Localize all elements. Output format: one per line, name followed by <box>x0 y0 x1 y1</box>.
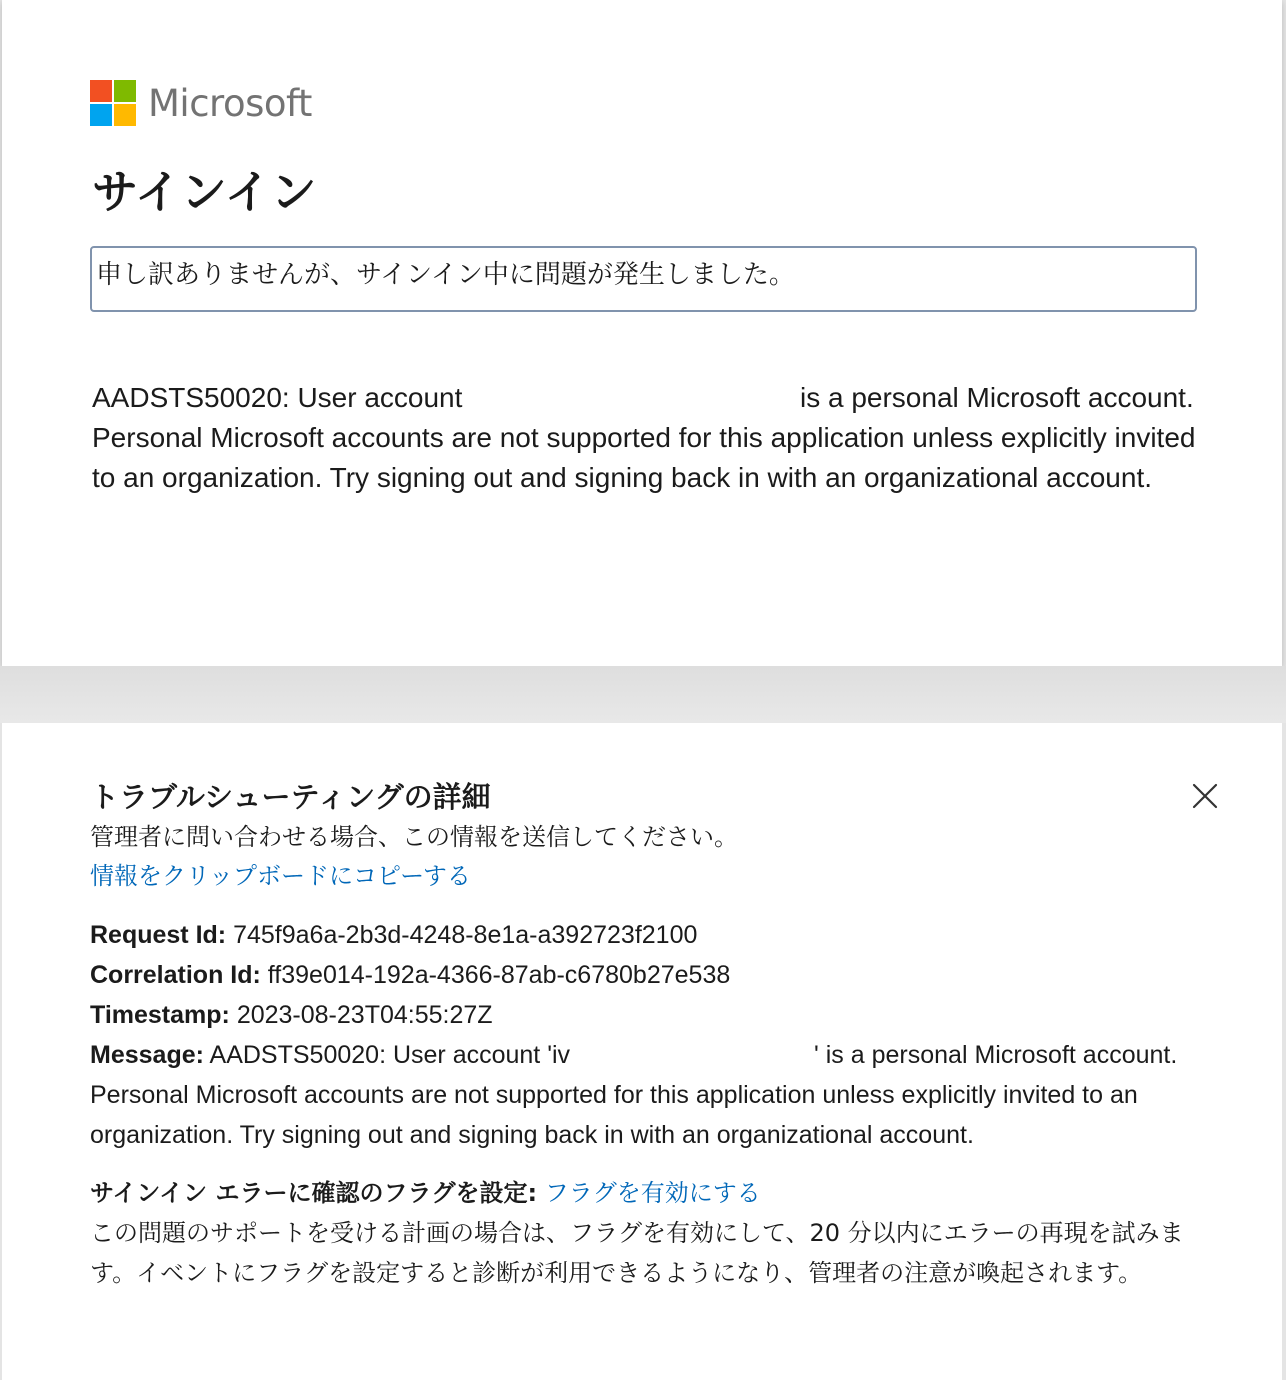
error-description <box>92 378 1202 498</box>
copy-to-clipboard-link[interactable]: 情報をクリップボードにコピーする <box>90 862 471 890</box>
message-end: ' is a personal Microsoft account. Personal Microsoft accounts are not supported for this application unless explicitly invited to an organization. Try signing out and signing back in with an organizational account. <box>90 1041 1178 1149</box>
logo-square-red <box>90 80 112 102</box>
card-separator <box>0 666 1286 723</box>
flag-description: この問題のサポートを受ける計画の場合は、フラグを有効にして、20 分以内にエラーの再現を試みます。イベントにフラグを設定すると診断が利用できるようになり、管理者の注意が喚起されます。 <box>90 1219 1184 1287</box>
microsoft-logo-text: Microsoft <box>148 81 312 125</box>
error-description-start: AADSTS50020: User account <box>92 382 463 413</box>
error-description-end: is a personal Microsoft account. Personal Microsoft accounts are not supported for this application unless explicitly invited to an organization. Try signing out and signing back in with an organizational account. <box>92 382 1196 493</box>
microsoft-logo-icon <box>90 80 136 126</box>
timestamp-label: Timestamp: <box>90 1001 230 1029</box>
timestamp-value: 2023-08-23T04:55:27Z <box>236 1001 493 1029</box>
troubleshooting-details <box>90 915 1190 1155</box>
correlation-id-label: Correlation Id: <box>90 961 261 989</box>
page-title: サインイン <box>92 165 317 219</box>
enable-flag-link[interactable]: フラグを有効にする <box>544 1179 761 1207</box>
microsoft-logo <box>90 80 312 126</box>
correlation-id-value: ff39e014-192a-4366-87ab-c6780b27e538 <box>267 961 731 989</box>
message-label: Message: <box>90 1041 204 1069</box>
troubleshooting-subtitle: 管理者に問い合わせる場合、この情報を送信してください。 <box>90 823 738 851</box>
message-start: AADSTS50020: User account 'iv <box>209 1041 571 1069</box>
logo-square-blue <box>90 104 112 126</box>
request-id-row <box>90 915 1190 955</box>
signin-card <box>2 0 1282 666</box>
logo-square-green <box>114 80 136 102</box>
logo-square-yellow <box>114 104 136 126</box>
error-banner-text: 申し訳ありませんが、サインイン中に問題が発生しました。 <box>96 260 795 290</box>
close-button[interactable] <box>1188 779 1222 813</box>
troubleshooting-title: トラブルシューティングの詳細 <box>90 780 491 814</box>
flag-row <box>90 1173 761 1208</box>
error-banner <box>90 246 1197 312</box>
timestamp-row <box>90 995 1190 1035</box>
request-id-value: 745f9a6a-2b3d-4248-8e1a-a392723f2100 <box>233 921 698 949</box>
troubleshooting-panel <box>2 723 1282 1380</box>
flag-label: サインイン エラーに確認のフラグを設定: <box>90 1179 538 1207</box>
close-icon <box>1188 779 1222 813</box>
correlation-id-row <box>90 955 1190 995</box>
request-id-label: Request Id: <box>90 921 227 949</box>
message-row <box>90 1035 1190 1155</box>
